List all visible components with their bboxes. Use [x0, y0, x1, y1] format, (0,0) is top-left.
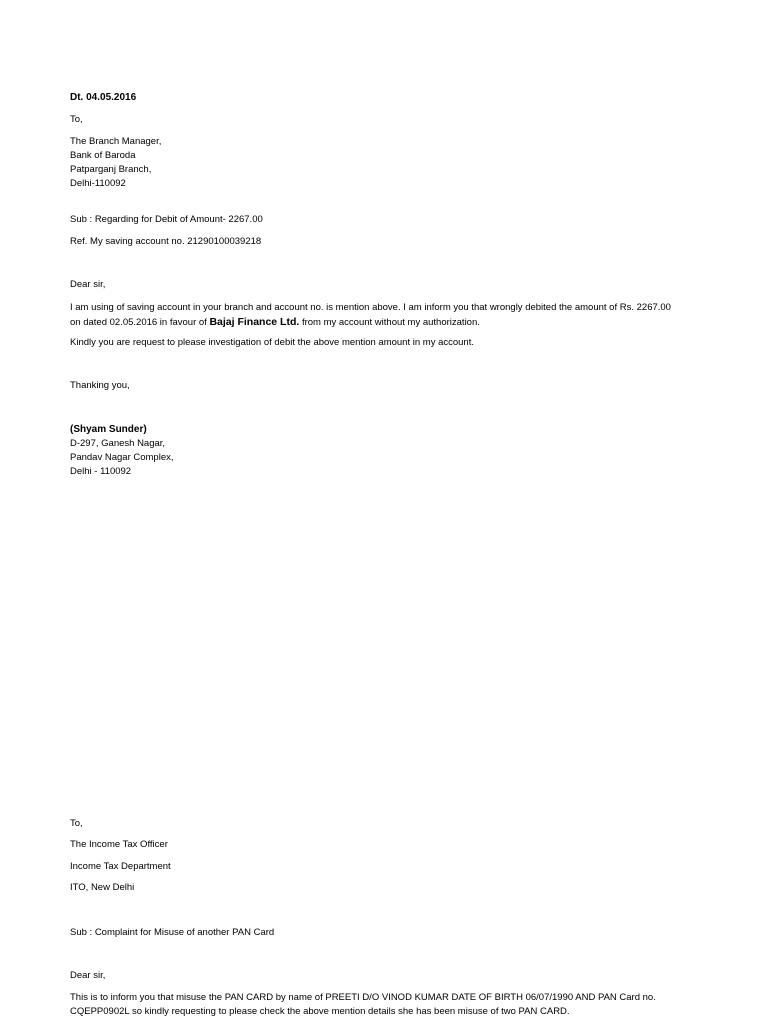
- sender-address-line: Pandav Nagar Complex,: [70, 452, 174, 463]
- sender-name: (Shyam Sunder): [70, 424, 147, 435]
- letter-body-line: I am using of saving account in your branch and account no. is mention above. I am inform you that wrongly debited the amount of Rs. 2267.00: [70, 302, 671, 313]
- company-name: Bajaj Finance Ltd.: [209, 316, 300, 328]
- letter2-to: To,: [70, 818, 83, 829]
- letter2-body-line: CQEPP0902L so kindly requesting to please check the above mention details she has been misuse of two PAN CARD.: [70, 1006, 570, 1017]
- letter2-subject: Sub : Complaint for Misuse of another PAN Card: [70, 927, 275, 938]
- letter-closing: Thanking you,: [70, 380, 130, 391]
- body-text: on dated 02.05.2016 in favour of: [70, 317, 210, 328]
- sender-address-line: Delhi - 110092: [70, 466, 132, 477]
- letter-body-line: [70, 316, 480, 329]
- letter-reference: Ref. My saving account no. 21290100039218: [70, 236, 262, 247]
- recipient-address-line: The Branch Manager,: [70, 136, 162, 147]
- letter-to: To,: [70, 114, 83, 125]
- sender-address-line: D-297, Ganesh Nagar,: [70, 438, 166, 449]
- letter-salutation: Dear sir,: [70, 279, 106, 290]
- recipient-address-line: Bank of Baroda: [70, 150, 136, 161]
- letter2-body-line: This is to inform you that misuse the PAN CARD by name of PREETI D/O VINOD KUMAR DATE OF BIRTH 06/07/1990 AND PAN Card no.: [70, 992, 656, 1003]
- recipient-address-line: Patparganj Branch,: [70, 164, 152, 175]
- letter2-salutation: Dear sir,: [70, 970, 106, 981]
- letter-date: Dt. 04.05.2016: [70, 92, 137, 103]
- letter2-address-line: Income Tax Department: [70, 861, 171, 872]
- body-text: from my account without my authorization.: [299, 317, 480, 328]
- letter2-address-line: The Income Tax Officer: [70, 839, 168, 850]
- letter-body-line: Kindly you are request to please investigation of debit the above mention amount in my account.: [70, 337, 474, 348]
- letter-subject: Sub : Regarding for Debit of Amount- 2267.00: [70, 214, 263, 225]
- letter2-address-line: ITO, New Delhi: [70, 882, 135, 893]
- recipient-address-line: Delhi-110092: [70, 178, 126, 189]
